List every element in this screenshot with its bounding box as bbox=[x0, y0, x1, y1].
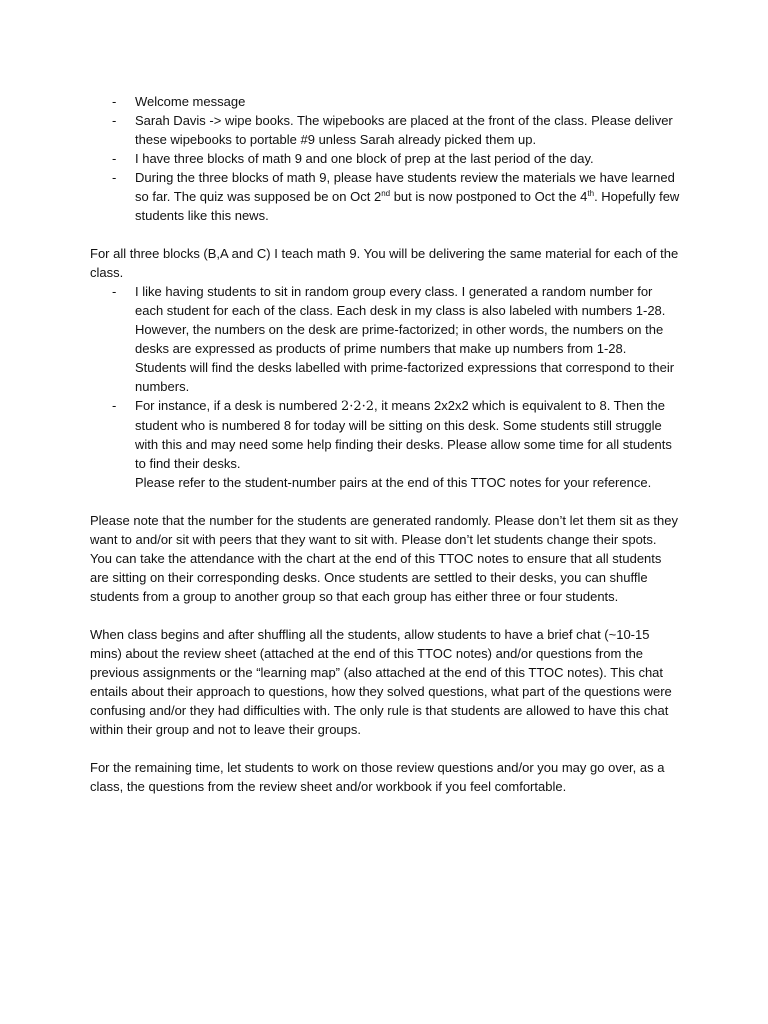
list-item bbox=[90, 282, 680, 396]
dash-bullet-icon: - bbox=[112, 284, 117, 299]
dash-bullet-icon: - bbox=[112, 151, 117, 166]
paragraph-gap bbox=[90, 492, 680, 511]
list-item bbox=[90, 149, 680, 168]
dash-bullet-icon: - bbox=[112, 94, 117, 109]
ordinal-suffix: nd bbox=[381, 189, 391, 198]
paragraph-blocks: For all three blocks (B,A and C) I teach math 9. You will be delivering the same material for each of the class. bbox=[90, 246, 679, 280]
list-item bbox=[90, 168, 680, 225]
paragraph-class-chat: When class begins and after shuffling all the students, allow students to have a brief chat (~10-15 mins) about the review sheet (attached at the end of this TTOC notes) and/or questions from the previous assignments or the “learning map” (also attached at the end of this TTOC notes). This chat entails about their approach to questions, how they solved questions, what part of the questions were confusing and/or they had difficulties with. The only rule is that students are allowed to have this chat within their group and not to leave their groups. bbox=[90, 627, 672, 737]
math-expression: 2·2·2 bbox=[340, 399, 375, 414]
list-item-text: I like having students to sit in random group every class. I generated a random number for each student for each of the class. Each desk in my class is also labeled with numbers 1-28. However, the numbers on the desk are prime-factorized; in other words, the numbers on the desks are expressed as products of prime numbers that make up numbers from 1-28. Students will find the desks labelled with prime-factorized expressions that correspond to their numbers. bbox=[135, 284, 675, 394]
paragraph-remaining-time: For the remaining time, let students to work on those review questions and/or you may go over, as a class, the questions from the review sheet and/or workbook if you feel comfortable. bbox=[90, 760, 665, 794]
list-item-text: but is now postponed to Oct the 4 bbox=[390, 189, 588, 204]
list-item bbox=[90, 396, 680, 492]
list-item-text: , it means 2x2x2 which is equivalent to 8. Then the student who is numbered 8 for today will be sitting on this desk. Some students still struggle with this and may need some help finding their desks. Please allow some time for all students to find their desks. bbox=[135, 398, 672, 471]
list-item bbox=[90, 111, 680, 149]
list-item-continuation: Please refer to the student-number pairs at the end of this TTOC notes for your reference. bbox=[135, 475, 652, 490]
dash-bullet-icon: - bbox=[112, 113, 117, 128]
dash-bullet-icon: - bbox=[112, 170, 117, 185]
list-item-text: For instance, if a desk is numbered bbox=[135, 398, 341, 413]
notes-list-2 bbox=[90, 282, 680, 492]
paragraph-seating: Please note that the number for the students are generated randomly. Please don’t let them sit as they want to and/or sit with peers that they want to sit with. Please don’t let students change their spots. You can take the attendance with the chart at the end of this TTOC notes to ensure that all students are sitting on their corresponding desks. Once students are settled to their desks, you can shuffle students from a group to another group so that each group has either three or four students. bbox=[90, 513, 678, 604]
document-body bbox=[90, 92, 680, 796]
list-item-text: I have three blocks of math 9 and one block of prep at the last period of the day. bbox=[135, 151, 594, 166]
list-item bbox=[90, 92, 680, 111]
paragraph-gap bbox=[90, 606, 680, 625]
notes-list-1 bbox=[90, 92, 680, 225]
list-item-text: During the three blocks of math 9, please have students review the materials we have learned so far. The quiz was supposed be on Oct 2 bbox=[135, 170, 675, 204]
list-item-text: Welcome message bbox=[135, 94, 246, 109]
dash-bullet-icon: - bbox=[112, 398, 117, 413]
ordinal-suffix: th bbox=[587, 189, 595, 198]
paragraph-gap bbox=[90, 225, 680, 244]
list-item-text: Sarah Davis -> wipe books. The wipebooks are placed at the front of the class. Please deliver these wipebooks to portable #9 unless Sarah already picked them up. bbox=[135, 113, 673, 147]
list-item-text: . Hopefully few students like this news. bbox=[135, 189, 680, 223]
paragraph-gap bbox=[90, 739, 680, 758]
